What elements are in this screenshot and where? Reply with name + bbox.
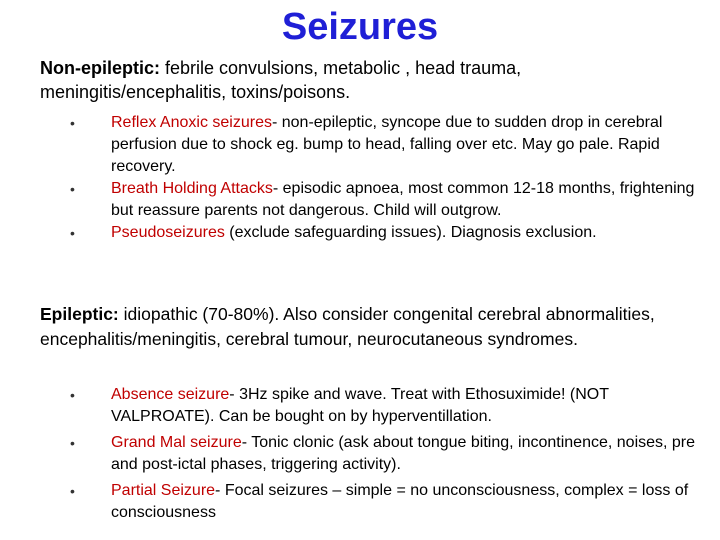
epileptic-paragraph [40, 302, 710, 351]
bullet-icon: • [70, 387, 75, 403]
non-epileptic-list [0, 112, 720, 244]
list-item-term: Grand Mal seizure [111, 434, 242, 451]
list-item-term: Partial Seizure [111, 482, 216, 499]
bullet-icon: • [70, 483, 75, 499]
list-item-text: - Focal seizures – simple = no unconsciousness, complex = loss of consciousness [111, 482, 689, 521]
bullet-icon: • [70, 225, 75, 241]
epileptic-label: Epileptic: [40, 304, 119, 324]
epileptic-text: idiopathic (70-80%). Also consider congenital cerebral abnormalities, encephalitis/meningitis, cerebral tumour, neurocutaneous syndromes. [40, 304, 655, 349]
list-item-term: Breath Holding Attacks [111, 180, 273, 197]
list-item-term: Absence seizure [111, 386, 230, 403]
list-item [0, 112, 705, 178]
bullet-icon: • [70, 181, 75, 197]
non-epileptic-paragraph [40, 56, 700, 104]
epileptic-list [0, 384, 720, 528]
list-item-text: - episodic apnoea, most common 12-18 months, frightening but reassure parents not dangerous. Child will outgrow. [111, 180, 695, 219]
non-epileptic-text: febrile convulsions, metabolic , head trauma, meningitis/encephalitis, toxins/poisons. [40, 58, 522, 102]
list-item-text: - 3Hz spike and wave. Treat with Ethosuximide! (NOT VALPROATE). Can be bought on by hyperventillation. [111, 386, 609, 425]
bullet-icon: • [70, 435, 75, 451]
slide-title: Seizures [281, 6, 439, 48]
list-item-text: (exclude safeguarding issues). Diagnosis exclusion. [224, 224, 597, 241]
list-item [0, 178, 705, 222]
list-item [0, 384, 705, 428]
list-item [0, 222, 705, 244]
non-epileptic-label: Non-epileptic: [40, 58, 160, 78]
list-item-text: - non-epileptic, syncope due to sudden drop in cerebral perfusion due to shock eg. bump to head, falling over etc. May go pale. Rapid recovery. [111, 114, 663, 175]
bullet-icon: • [70, 115, 75, 131]
list-item [0, 480, 705, 524]
list-item-term: Reflex Anoxic seizures [111, 114, 272, 131]
list-item [0, 432, 705, 476]
list-item-term: Pseudoseizures [111, 224, 225, 241]
list-item-text: - Tonic clonic (ask about tongue biting, incontinence, noises, pre and post-ictal phases, triggering activity). [111, 434, 696, 473]
